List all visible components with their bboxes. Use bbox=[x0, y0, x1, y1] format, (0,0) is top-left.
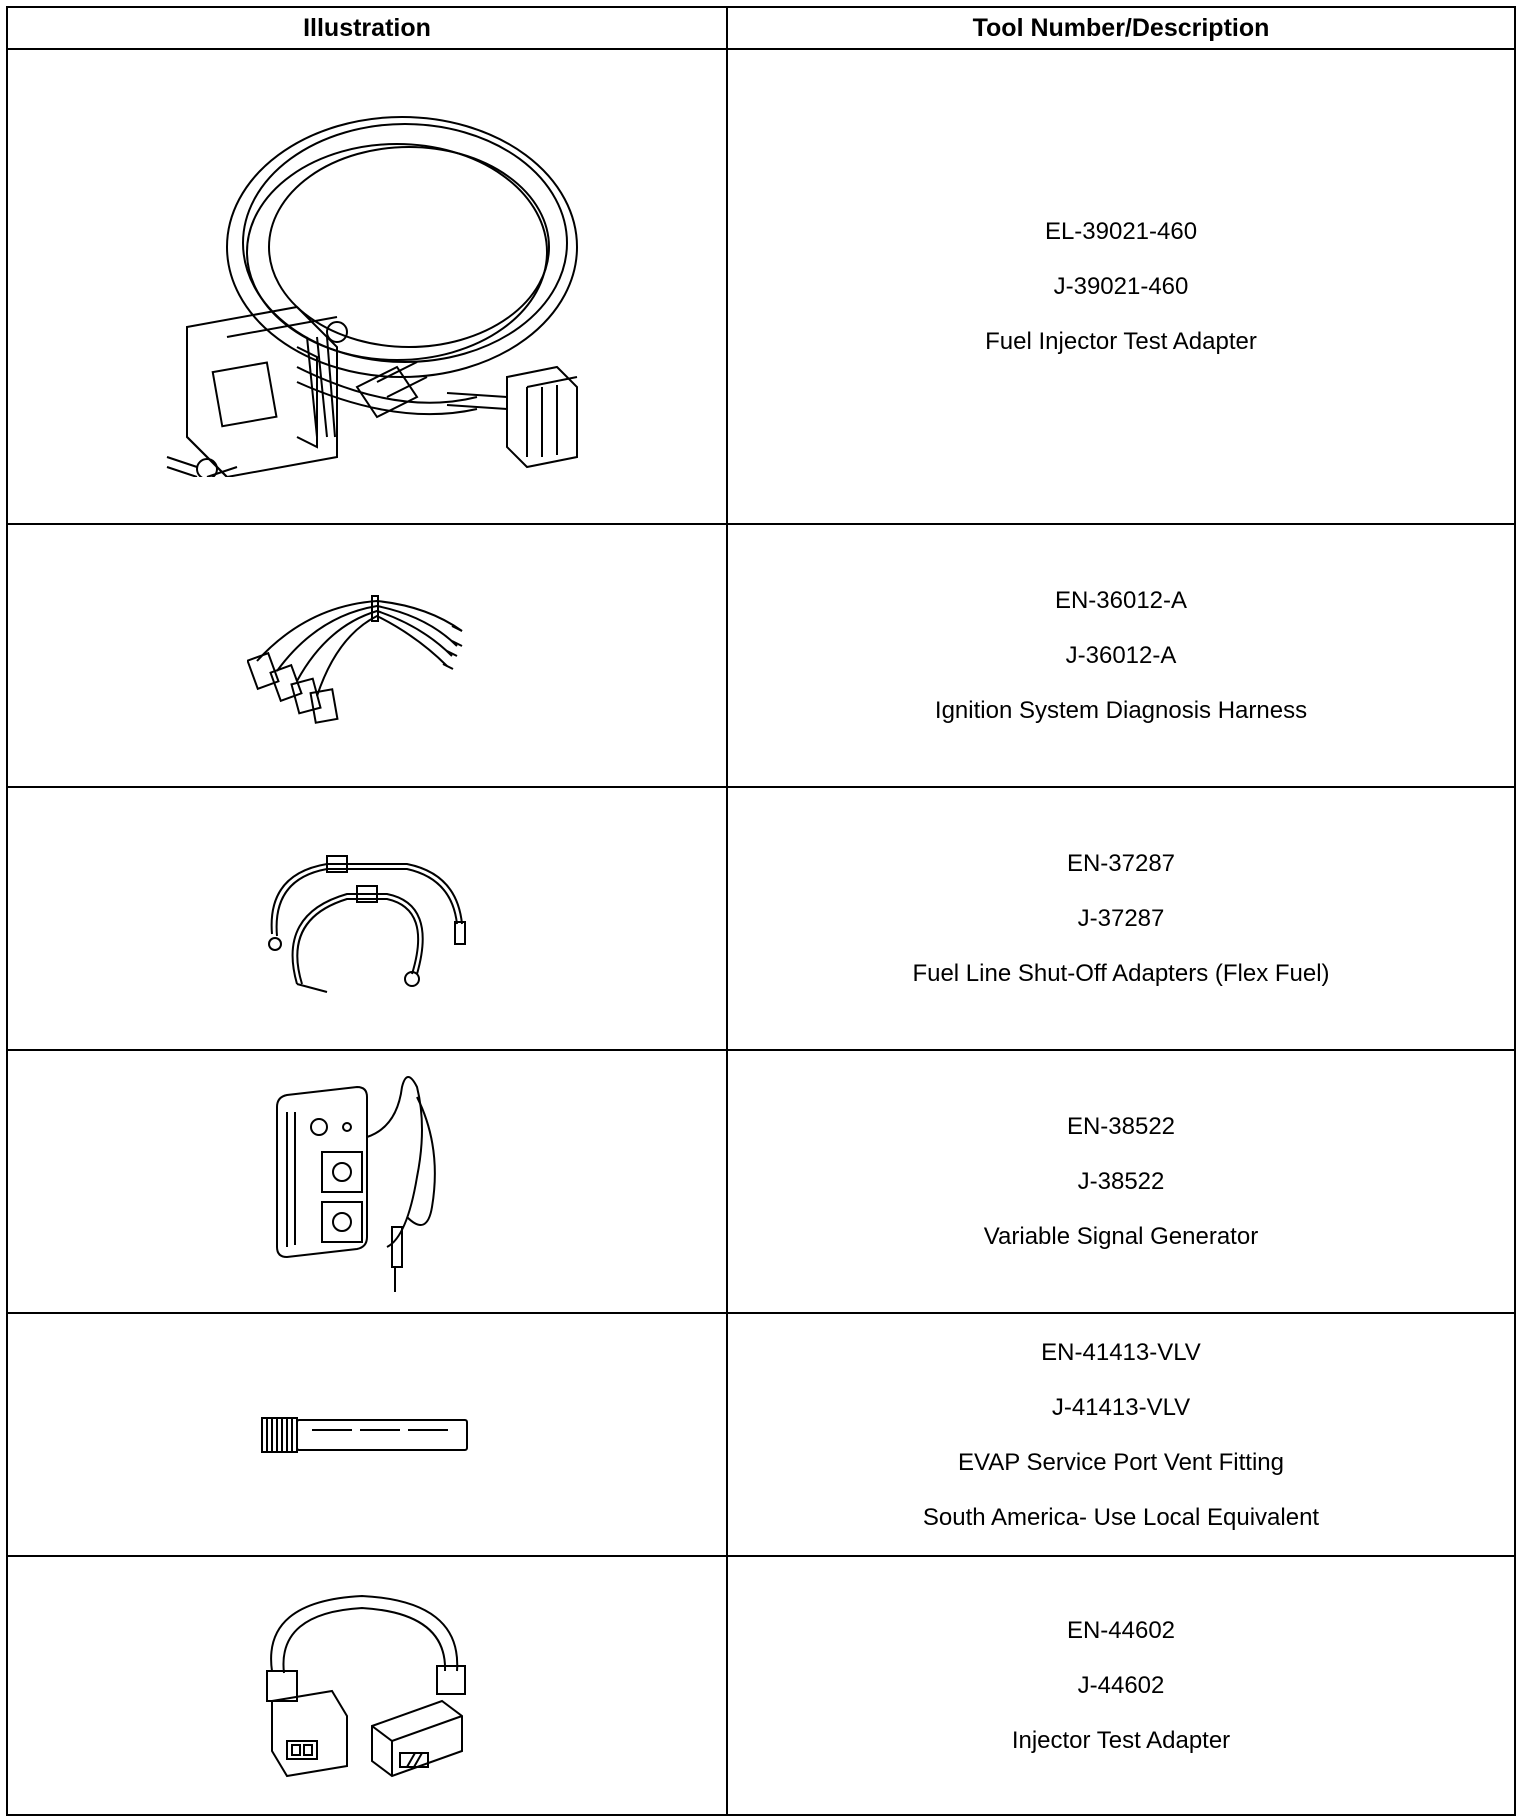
fuel-injector-test-adapter-drawing bbox=[147, 97, 587, 477]
tool-number-primary: EN-38522 bbox=[1066, 1113, 1176, 1140]
table-row bbox=[7, 524, 1515, 787]
header-illustration: Illustration bbox=[7, 7, 727, 49]
tool-description: EVAP Service Port Vent Fitting bbox=[958, 1448, 1284, 1476]
illustration-cell bbox=[7, 787, 727, 1050]
table-row bbox=[7, 1050, 1515, 1313]
table-row bbox=[7, 1313, 1515, 1556]
tool-number-primary: EL-39021-460 bbox=[1044, 218, 1198, 245]
tool-number-alternate: J-36012-A bbox=[1065, 642, 1177, 669]
description-cell bbox=[727, 524, 1515, 787]
ignition-harness-drawing bbox=[247, 586, 487, 726]
tool-number-alternate: J-38522 bbox=[1077, 1168, 1165, 1195]
tool-number-alternate: J-37287 bbox=[1077, 905, 1165, 932]
tool-number-primary: EN-36012-A bbox=[1054, 587, 1188, 614]
illustration-cell bbox=[7, 1556, 727, 1815]
fuel-line-adapters-drawing bbox=[257, 844, 477, 994]
tool-number-primary: EN-41413-VLV bbox=[1041, 1338, 1201, 1366]
description-cell bbox=[727, 787, 1515, 1050]
illustration-cell bbox=[7, 524, 727, 787]
tool-note: South America- Use Local Equivalent bbox=[922, 1503, 1320, 1531]
table-row bbox=[7, 787, 1515, 1050]
tool-number-alternate: J-39021-460 bbox=[1053, 273, 1189, 300]
table-row bbox=[7, 1556, 1515, 1815]
tool-description: Variable Signal Generator bbox=[983, 1223, 1259, 1250]
description-cell bbox=[727, 1556, 1515, 1815]
tool-number-alternate: J-41413-VLV bbox=[1051, 1393, 1191, 1421]
description-cell bbox=[727, 49, 1515, 524]
tool-description: Injector Test Adapter bbox=[1011, 1727, 1231, 1754]
table-row bbox=[7, 49, 1515, 524]
illustration-cell bbox=[7, 1050, 727, 1313]
special-tools-table bbox=[6, 6, 1516, 1816]
tool-number-alternate: J-44602 bbox=[1077, 1672, 1165, 1699]
header-row bbox=[7, 7, 1515, 49]
injector-test-adapter-drawing bbox=[252, 1591, 482, 1781]
tool-description: Fuel Line Shut-Off Adapters (Flex Fuel) bbox=[912, 960, 1330, 987]
header-tool-number-description: Tool Number/Description bbox=[727, 7, 1515, 49]
vent-fitting-drawing bbox=[257, 1410, 477, 1460]
description-cell bbox=[727, 1050, 1515, 1313]
tool-number-primary: EN-44602 bbox=[1066, 1617, 1176, 1644]
tool-description: Ignition System Diagnosis Harness bbox=[934, 697, 1308, 724]
illustration-cell bbox=[7, 1313, 727, 1556]
signal-generator-drawing bbox=[267, 1067, 467, 1297]
illustration-cell bbox=[7, 49, 727, 524]
tool-number-primary: EN-37287 bbox=[1066, 850, 1176, 877]
tool-description: Fuel Injector Test Adapter bbox=[985, 328, 1257, 355]
description-cell bbox=[727, 1313, 1515, 1556]
